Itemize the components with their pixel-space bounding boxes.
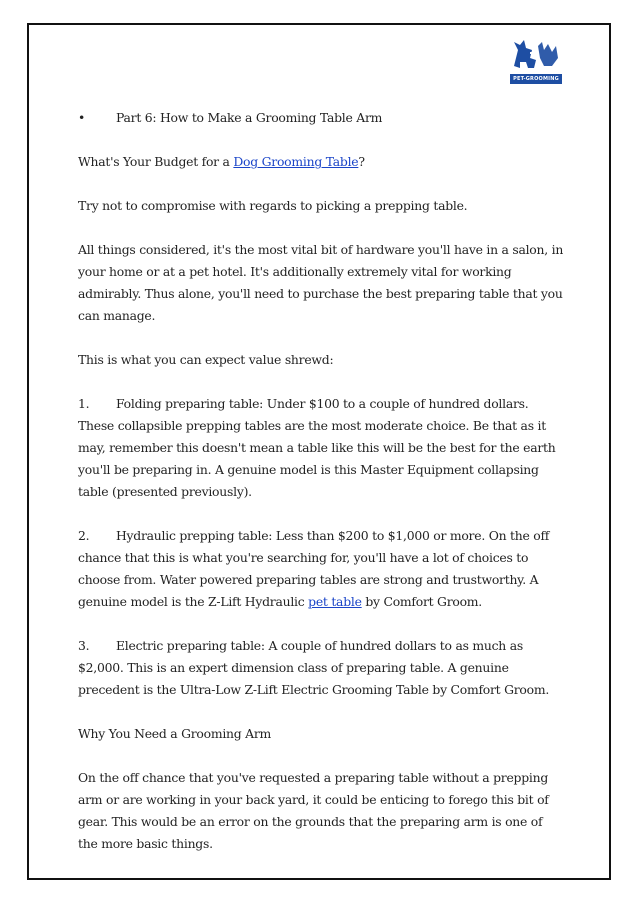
list-text: Folding preparing table: Under $100 to a couple of hundred dollars. These collapsible prepping tables are the most moderate choice. Be that as it may, remember this doesn't mean a table like this will be the best for the earth you'll be preparing in. A genuine model is this Master Equipment collapsing table (presented previously).	[78, 396, 556, 499]
dog-brand-icon	[508, 36, 564, 72]
document-body	[78, 107, 564, 877]
list-text: Hydraulic prepping table: Less than $200 to $1,000 or more. On the off chance that this is what you're searching for, you'll have a lot of choices to choose from. Water powered preparing tables are strong and trustworthy. A genuine model is the Z-Lift Hydraulic	[78, 528, 550, 609]
abk-logo	[508, 36, 564, 86]
budget-prefix: What's Your Budget for a	[78, 154, 234, 169]
paragraph-grooming-arm: On the off chance that you've requested a preparing table without a prepping arm or are working in your back yard, it could be enticing to forego this bit of gear. This would be an error on the grounds that the preparing arm is one of the more basic things.	[78, 770, 549, 851]
list-item-hydraulic	[78, 525, 564, 613]
budget-heading	[78, 151, 564, 173]
bullet-symbol: •	[78, 110, 86, 125]
list-text-suffix: by Comfort Groom.	[361, 594, 482, 609]
list-text: Electric preparing table: A couple of hundred dollars to as much as $2,000. This is an expert dimension class of preparing table. A genuine precedent is the Ultra-Low Z-Lift Electric Grooming Table by Comfort Groom.	[78, 638, 550, 697]
list-number: 3.	[78, 638, 90, 653]
paragraph-value: This is what you can expect value shrewd:	[78, 352, 334, 367]
list-item-electric	[78, 635, 564, 701]
dog-grooming-table-link[interactable]: Dog Grooming Table	[233, 154, 359, 169]
section-heading-grooming-arm: Why You Need a Grooming Arm	[78, 726, 272, 741]
list-number: 1.	[78, 396, 90, 411]
bullet-item	[78, 107, 564, 129]
budget-suffix: ?	[358, 154, 365, 169]
logo-tagline: PET-GROOMING	[510, 74, 562, 84]
paragraph-compromise: Try not to compromise with regards to picking a prepping table.	[78, 198, 468, 213]
list-item-folding	[78, 393, 564, 503]
list-number: 2.	[78, 528, 90, 543]
paragraph-hardware: All things considered, it's the most vital bit of hardware you'll have in a salon, in your home or at a pet hotel. It's additionally extremely vital for working admirably. Thus alone, you'll need to purchase the best preparing table that you can manage.	[78, 242, 564, 323]
pet-table-link[interactable]: pet table	[308, 594, 362, 609]
bullet-text: Part 6: How to Make a Grooming Table Arm	[116, 110, 383, 125]
